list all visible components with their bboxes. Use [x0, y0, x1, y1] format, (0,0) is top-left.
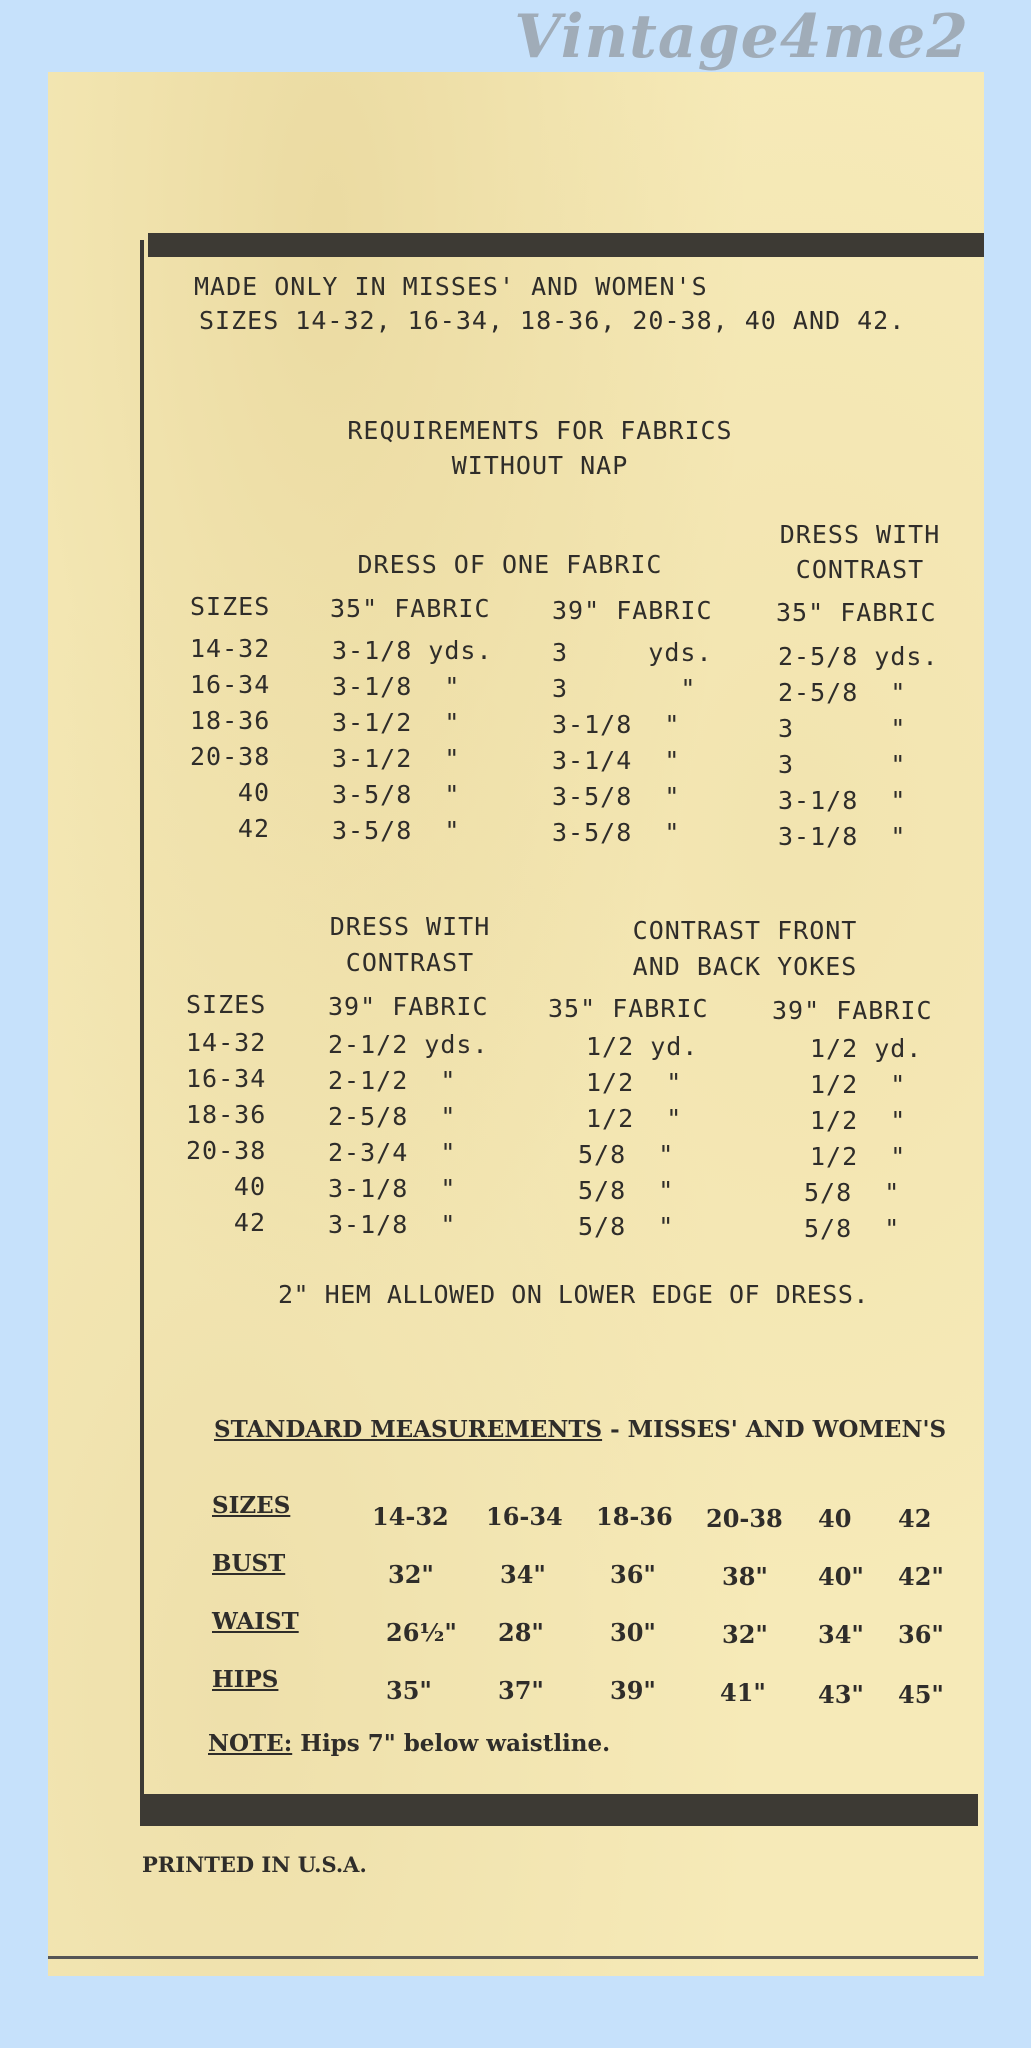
left-border-line: [140, 240, 144, 1810]
std-value: 40": [818, 1562, 864, 1591]
t2-header-sizes: SIZES: [186, 990, 267, 1019]
t2-row-size: 18-36: [186, 1100, 267, 1129]
t2-cell: 3-1/8 ": [328, 1174, 457, 1203]
t1-group-one-fabric: DRESS OF ONE FABRIC: [357, 550, 663, 579]
t1-header-35-fabric: 35" FABRIC: [330, 594, 491, 623]
standard-title-underlined: STANDARD MEASUREMENTS: [214, 1416, 603, 1443]
top-border-bar: [148, 233, 984, 257]
std-value: 36": [610, 1560, 656, 1589]
t2-cell: 5/8 ": [578, 1176, 675, 1205]
t2-cell: 5/8 ": [578, 1212, 675, 1241]
t2-cell: 1/2 ": [810, 1106, 907, 1135]
std-value: 45": [898, 1680, 944, 1709]
t2-row-size: 40: [233, 1172, 266, 1201]
t1-cell: 2-5/8 yds.: [778, 642, 939, 671]
t1-group-contrast-line1: DRESS WITH: [779, 520, 941, 549]
std-label-sizes: SIZES: [212, 1492, 291, 1519]
t1-cell: 3 ": [778, 714, 907, 743]
t1-header-39-fabric: 39" FABRIC: [552, 596, 713, 625]
t2-cell: 1/2 ": [810, 1070, 907, 1099]
bottom-border-bar: [140, 1794, 978, 1826]
watermark-logo: Vintage4me2: [514, 2, 969, 72]
t2-group-yokes-line2: AND BACK YOKES: [632, 952, 858, 981]
t1-cell: 3-1/8 ": [778, 786, 907, 815]
std-label-bust: BUST: [212, 1550, 286, 1577]
standard-measurements-title: [214, 1416, 946, 1443]
t1-cell: 3-5/8 ": [552, 782, 681, 811]
t2-cell: 5/8 ": [804, 1214, 901, 1243]
t2-cell: 2-3/4 ": [328, 1138, 457, 1167]
requirements-subtitle: WITHOUT NAP: [451, 451, 629, 480]
std-value: 43": [818, 1680, 864, 1709]
t2-row-size: 42: [233, 1208, 266, 1237]
t1-cell: 3 ": [778, 750, 907, 779]
t1-cell: 3 yds.: [552, 638, 713, 667]
std-value: 42": [898, 1562, 944, 1591]
t1-row-size: 20-38: [190, 742, 271, 771]
t2-cell: 2-1/2 yds.: [328, 1030, 489, 1059]
t2-header-35-fabric: 35" FABRIC: [548, 994, 709, 1023]
t2-cell: 5/8 ": [578, 1140, 675, 1169]
t1-cell: 3 ": [552, 674, 697, 703]
std-value: 30": [610, 1618, 656, 1647]
std-value: 32": [722, 1620, 768, 1649]
t2-group-contrast-line1: DRESS WITH: [329, 912, 491, 941]
t2-cell: 1/2 ": [810, 1142, 907, 1171]
t2-cell: 5/8 ": [804, 1178, 901, 1207]
std-value: 34": [818, 1620, 864, 1649]
t1-cell: 3-5/8 ": [332, 816, 461, 845]
intro-line-2: SIZES 14-32, 16-34, 18-36, 20-38, 40 AND 42.: [199, 306, 906, 335]
t2-cell: 1/2 yd.: [586, 1032, 699, 1061]
std-value: 37": [498, 1676, 544, 1705]
t2-cell: 2-1/2 ": [328, 1066, 457, 1095]
t1-row-size: 18-36: [190, 706, 271, 735]
t2-header-39-fabric-yokes: 39" FABRIC: [772, 996, 933, 1025]
t2-group-contrast-line2: CONTRAST: [345, 948, 475, 977]
t1-group-contrast-line2: CONTRAST: [795, 555, 925, 584]
t1-cell: 3-1/8 ": [552, 710, 681, 739]
standard-title-rest: - MISSES' AND WOMEN'S: [602, 1416, 947, 1443]
t2-cell: 2-5/8 ": [328, 1102, 457, 1131]
t2-header-39-fabric: 39" FABRIC: [328, 992, 489, 1021]
t1-cell: 3-1/8 ": [778, 822, 907, 851]
t1-row-size: 40: [237, 778, 270, 807]
t2-cell: 1/2 ": [586, 1068, 683, 1097]
std-label-hips: HIPS: [212, 1666, 279, 1693]
t2-cell: 3-1/8 ": [328, 1210, 457, 1239]
std-value: 35": [386, 1676, 432, 1705]
measurement-note: [208, 1730, 610, 1757]
t1-cell: 3-1/4 ": [552, 746, 681, 775]
t1-row-size: 42: [237, 814, 270, 843]
t1-header-contrast-35-fabric: 35" FABRIC: [776, 598, 937, 627]
paper-bottom-line: [48, 1956, 978, 1959]
std-value: 34": [500, 1560, 546, 1589]
requirements-title: REQUIREMENTS FOR FABRICS: [347, 416, 733, 445]
hem-allowance-note: 2" HEM ALLOWED ON LOWER EDGE OF DRESS.: [278, 1280, 869, 1309]
t1-cell: 3-1/2 ": [332, 708, 461, 737]
t1-cell: 3-5/8 ": [332, 780, 461, 809]
t1-cell: 2-5/8 ": [778, 678, 907, 707]
t1-cell: 3-1/2 ": [332, 744, 461, 773]
std-label-waist: WAIST: [212, 1608, 299, 1635]
std-value: 32": [388, 1560, 434, 1589]
std-value: 38": [722, 1562, 768, 1591]
note-label: NOTE:: [208, 1730, 293, 1757]
t2-cell: 1/2 yd.: [810, 1034, 923, 1063]
std-value: 40: [818, 1504, 852, 1533]
t2-row-size: 16-34: [186, 1064, 267, 1093]
t2-row-size: 14-32: [186, 1028, 267, 1057]
std-value: 26½": [386, 1618, 457, 1647]
std-value: 39": [610, 1676, 656, 1705]
t2-group-yokes-line1: CONTRAST FRONT: [632, 916, 858, 945]
printed-in-usa: PRINTED IN U.S.A.: [142, 1852, 367, 1877]
t1-cell: 3-1/8 yds.: [332, 636, 493, 665]
std-value: 14-32: [372, 1502, 449, 1531]
std-value: 36": [898, 1620, 944, 1649]
t2-cell: 1/2 ": [586, 1104, 683, 1133]
std-value: 18-36: [596, 1502, 673, 1531]
intro-line-1: MADE ONLY IN MISSES' AND WOMEN'S: [194, 272, 708, 301]
std-value: 20-38: [706, 1504, 783, 1533]
t1-row-size: 14-32: [190, 634, 271, 663]
std-value: 41": [720, 1678, 766, 1707]
std-value: 42: [898, 1504, 932, 1533]
std-value: 28": [498, 1618, 544, 1647]
note-text: Hips 7" below waistline.: [292, 1730, 611, 1757]
t1-header-sizes: SIZES: [190, 592, 271, 621]
std-value: 16-34: [486, 1502, 563, 1531]
t1-row-size: 16-34: [190, 670, 271, 699]
t1-cell: 3-1/8 ": [332, 672, 461, 701]
t2-row-size: 20-38: [186, 1136, 267, 1165]
t1-cell: 3-5/8 ": [552, 818, 681, 847]
